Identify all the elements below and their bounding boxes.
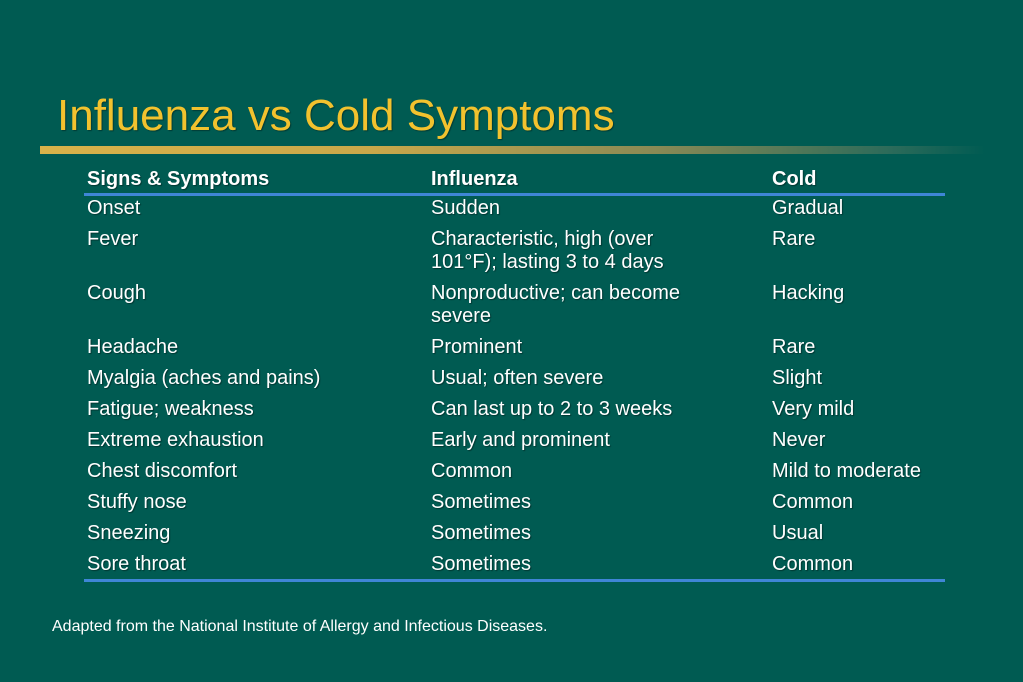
table-row	[84, 425, 945, 456]
symptom-cell: Cough	[87, 282, 146, 304]
influenza-cell: Usual; often severe	[431, 367, 604, 389]
cold-cell: Gradual	[772, 197, 844, 219]
symptom-cell: Sore throat	[84, 549, 428, 581]
influenza-cell: Common	[431, 460, 513, 482]
symptom-cell: Stuffy nose	[87, 491, 187, 513]
symptom-comparison-table	[84, 166, 945, 582]
table-row	[84, 549, 945, 581]
cold-cell: Common	[772, 491, 854, 513]
symptom-cell: Chest discomfort	[87, 460, 238, 482]
cold-cell: Mild to moderate	[772, 460, 921, 482]
symptom-cell: Onset	[87, 197, 141, 219]
table-row	[84, 456, 945, 487]
cold-cell: Very mild	[772, 398, 855, 420]
source-footnote: Adapted from the National Institute of Allergy and Infectious Diseases.	[52, 618, 548, 635]
influenza-cell: Early and prominent	[431, 429, 610, 451]
cold-cell: Hacking	[772, 282, 845, 304]
cold-cell: Rare	[772, 336, 816, 358]
influenza-cell: Sometimes	[431, 491, 532, 513]
cold-cell: Never	[772, 429, 826, 451]
cold-cell: Usual	[772, 522, 824, 544]
symptom-cell: Headache	[87, 336, 179, 358]
table-row	[84, 487, 945, 518]
symptom-cell: Myalgia (aches and pains)	[87, 367, 321, 389]
influenza-cell: Prominent	[431, 336, 523, 358]
header-signs-symptoms: Signs & Symptoms	[84, 166, 428, 195]
symptom-cell: Fever	[87, 228, 139, 250]
influenza-cell: Sometimes	[431, 522, 532, 544]
table-row	[84, 195, 945, 225]
title-divider	[40, 146, 985, 154]
symptom-cell: Sneezing	[87, 522, 171, 544]
cold-cell: Rare	[772, 228, 816, 250]
influenza-cell: Can last up to 2 to 3 weeks	[431, 398, 673, 420]
influenza-cell: Characteristic, high (over 101°F); lasting 3 to 4 days	[431, 228, 664, 273]
table-row	[84, 224, 945, 278]
influenza-cell: Sometimes	[428, 549, 769, 581]
influenza-cell: Nonproductive; can become severe	[431, 282, 681, 327]
table-row	[84, 363, 945, 394]
table-row	[84, 278, 945, 332]
symptom-cell: Fatigue; weakness	[87, 398, 254, 420]
influenza-cell: Sudden	[431, 197, 500, 219]
table-row	[84, 332, 945, 363]
slide-title: Influenza vs Cold Symptoms	[57, 91, 615, 140]
table-header-row	[84, 166, 945, 195]
cold-cell: Common	[769, 549, 945, 581]
table-row	[84, 518, 945, 549]
cold-cell: Slight	[772, 367, 823, 389]
header-cold: Cold	[769, 166, 945, 195]
header-influenza: Influenza	[428, 166, 769, 195]
symptom-cell: Extreme exhaustion	[87, 429, 264, 451]
table-row	[84, 394, 945, 425]
